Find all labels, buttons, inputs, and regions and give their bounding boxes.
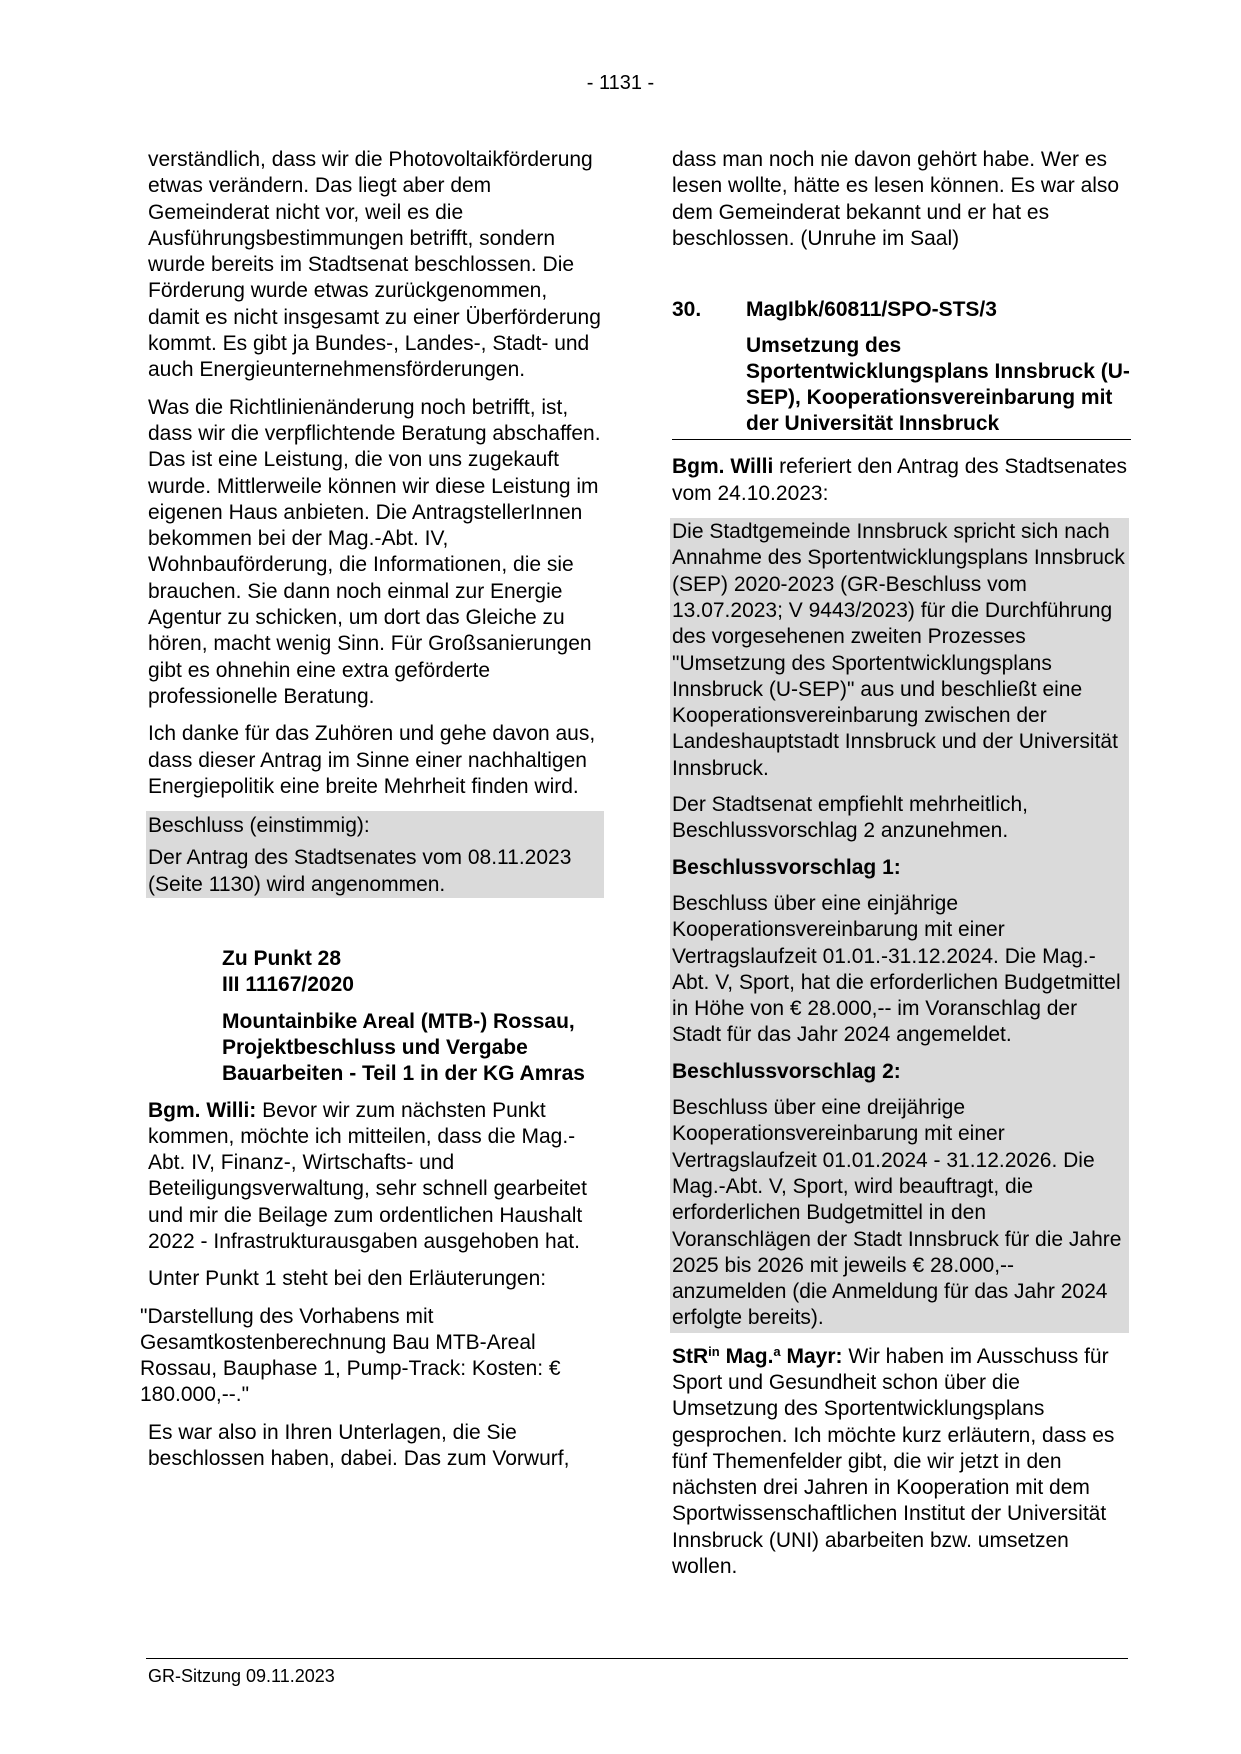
footer-rule [146,1658,1128,1659]
paragraph: Es war also in Ihren Unterlagen, die Sie beschlossen haben, dabei. Das zum Vorwurf, [148,1420,570,1471]
intro-paragraph [672,454,1129,507]
speaker-name: Bgm. Willi [672,455,774,479]
item-reference: MagIbk/60811/SPO-STS/3 [746,298,997,322]
paragraph: verständlich, dass wir die Photovoltaikförderung etwas verändern. Das liegt aber dem Gemeinderat nicht vor, weil es die Ausführungsbestimmungen betrifft, sondern wurde bereits im Stadtsenat beschlossen. Die Förderung wurde etwas zurückgenommen, damit es nicht insgesamt zu einer Überförderung kommt. Es gibt ja Bundes-, Landes-, Stadt- und auch Energieunternehmensförderungen. [148,148,601,382]
paragraph: Ich danke für das Zuhören und gehe davon aus, dass dieser Antrag im Sinne einer nachhaltigen Energiepolitik eine breite Mehrheit finden wird. [148,722,596,798]
point-number: Zu Punkt 28 [222,947,342,971]
intro-text: referiert den Antrag des Stadtsenates vom 24.10.2023: [672,455,1128,505]
motion-text: Die Stadtgemeinde Innsbruck spricht sich nach Annahme des Sportentwicklungsplans Innsbruck (SEP) 2020-2023 (GR-Beschluss vom 13.07.2023; V 9443/2023) für die Durchführung des vorgesehenen zweiten Prozesses "Umsetzung des Sportentwicklungsplans Innsbruck (U-SEP)" aus und beschließt eine Kooperationsvereinbarung zwischen der Landeshauptstadt Innsbruck und der Universität Innsbruck. [672,520,1125,780]
item-title: Umsetzung des Sportentwicklungsplans Innsbruck (U-SEP), Kooperationsvereinbarung mit der Universität Innsbruck [746,334,1130,436]
paragraph: Was die Richtlinienänderung noch betrifft, ist, dass wir die verpflichtende Beratung abschaffen. Das ist eine Leistung, die von uns zugekauft wurde. Mittlerweile können wir diese Leistung im eigenen Haus anbieten. Die AntragstellerInnen bekommen bei der Mag.-Abt. IV, Wohnbauförderung, die Informationen, die sie brauchen. Sie dann noch einmal zur Energie Agentur zu schicken, um dort das Gleiche zu hören, macht wenig Sinn. Für Großsanierungen gibt es ohnehin eine extra geförderte professionelle Beratung. [148,395,601,708]
proposal-1-text: Beschluss über eine einjährige Kooperationsvereinbarung mit einer Vertragslaufzeit 01.01.-31.12.2024. Die Mag.-Abt. V, Sport, hat die erforderlichen Budgetmittel in Höhe von € 28.000,-- im Voranschlag der Stadt für das Jahr 2024 angemeldet. [672,891,1121,1047]
item-number: 30. [672,298,702,322]
point-reference: III 11167/2020 [222,973,354,997]
decision-label: Beschluss (einstimmig): [148,814,370,838]
paragraph: dass man noch nie davon gehört habe. Wer es lesen wollte, hätte es lesen können. Es war also dem Gemeinderat bekannt und er hat es beschlossen. (Unruhe im Saal) [672,148,1120,250]
left-column [140,147,604,1483]
speech-text: Bevor wir zum nächsten Punkt kommen, möchte ich mitteilen, dass die Mag.-Abt. IV, Finanz-, Wirtschafts- und Beteiligungsverwaltung, sehr schnell gearbeitet und mir die Beilage zum ordentlichen Haushalt 2022 - Infrastrukturausgaben ausgehoben hat. [148,1098,587,1253]
speech-text: Wir haben im Ausschuss für Sport und Gesundheit schon über die Umsetzung des Sportentwicklungsplans gesprochen. Ich möchte kurz erläutern, dass es fünf Themenfelder gibt, die wir jetzt in den nächsten drei Jahren in Kooperation mit dem Sportwissenschaftlichen Institut der Universität Innsbruck (UNI) abarbeiten bzw. umsetzen wollen. [672,1344,1115,1579]
page-number: - 1131 - [586,72,655,94]
quote: "Darstellung des Vorhabens mit Gesamtkostenberechnung Bau MTB-Areal Rossau, Bauphase 1, Pump-Track: Kosten: € 180.000,--." [140,1304,561,1407]
speaker-name: StR$^{in}$ Mag.$^a$ Mayr: [672,1343,843,1368]
agenda-item-header [672,297,1129,323]
decision-box [146,811,604,898]
speaker-name: Bgm. Willi: [148,1098,257,1122]
speech-paragraph [148,1098,604,1256]
point-title: Mountainbike Areal (MTB-) Rossau, Projektbeschluss und Vergabe Bauarbeiten - Teil 1 in der KG Amras [222,1009,585,1086]
paragraph: Unter Punkt 1 steht bei den Erläuterungen: [148,1267,547,1291]
recommendation-text: Der Stadtsenat empfiehlt mehrheitlich, Beschlussvorschlag 2 anzunehmen. [672,793,1029,843]
proposal-1-label: Beschlussvorschlag 1: [672,855,901,879]
proposal-2-text: Beschluss über eine dreijährige Kooperationsvereinbarung mit einer Vertragslaufzeit 01.01.2024 - 31.12.2026. Die Mag.-Abt. V, Sport, wird beauftragt, die erforderlichen Budgetmittel in den Voranschlägen der Stadt Innsbruck für die Jahre 2025 bis 2026 mit jeweils € 28.000,-- anzumelden (die Anmeldung für das Jahr 2024 erfolgte bereits). [672,1096,1122,1330]
motion-box [670,518,1129,1333]
speech-paragraph [672,1344,1129,1581]
item-title-rule [672,333,1131,440]
proposal-2-label: Beschlussvorschlag 2: [672,1059,901,1083]
decision-text: Der Antrag des Stadtsenates vom 08.11.2023 (Seite 1130) wird angenommen. [148,846,572,896]
footer-text: GR-Sitzung 09.11.2023 [148,1666,335,1686]
right-column [672,147,1129,1591]
point-heading [222,946,604,1087]
